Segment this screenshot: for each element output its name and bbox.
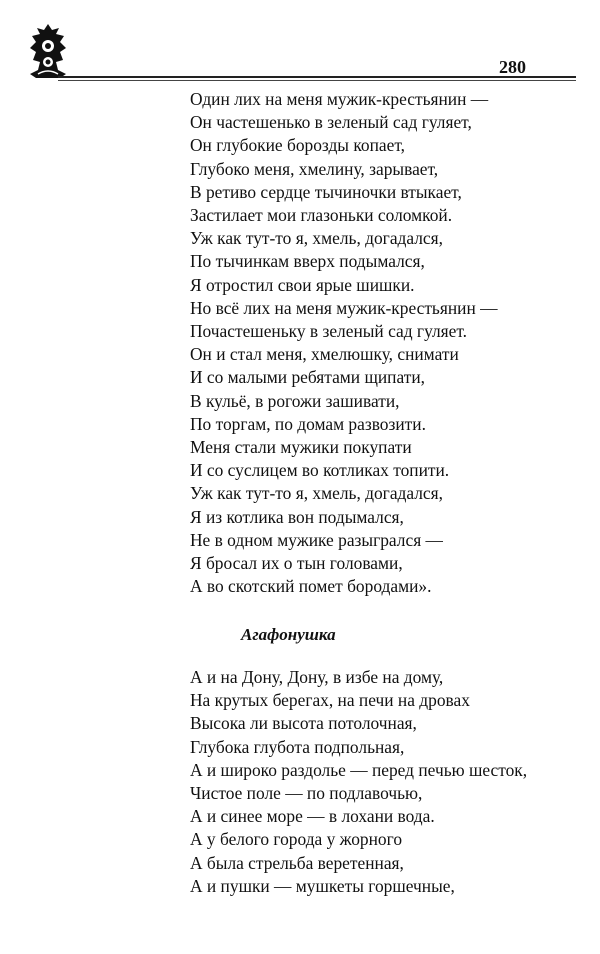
poem-line: А и синее море — в лохани вода. <box>190 806 435 827</box>
poem-stanza-2 <box>190 666 527 898</box>
poem-line: Я отростил свои ярые шишки. <box>190 274 415 295</box>
poem-line: А была стрельба веретенная, <box>190 852 404 873</box>
poem-line: Уж как тут-то я, хмель, догадался, <box>190 483 443 504</box>
poem-line: Он частешенько в зеленый сад гуляет, <box>190 112 472 133</box>
poem-line: А во скотский помет бородами». <box>190 576 432 597</box>
poem-line: А и пушки — мушкеты горшечные, <box>190 875 455 896</box>
poem-line: Меня стали мужики покупати <box>190 437 412 458</box>
poem-line: В ретиво сердце тычиночки втыкает, <box>190 181 462 202</box>
poem-line: Застилает мои глазоньки соломкой. <box>190 205 453 226</box>
poem-line: Уж как тут-то я, хмель, догадался, <box>190 228 443 249</box>
poem-line: Глубока глубота подпольная, <box>190 736 405 757</box>
poem-line: Глубоко меня, хмелину, зарывает, <box>190 158 439 179</box>
poem-line: Почастешеньку в зеленый сад гуляет. <box>190 321 468 342</box>
ornament-logo-icon <box>26 22 70 80</box>
poem-line: Высока ли высота потолочная, <box>190 713 417 734</box>
poem-line: А и широко раздолье — перед печью шесток, <box>190 759 528 780</box>
poem-line: На крутых берегах, на печи на дровах <box>190 690 470 711</box>
poem-line: По торгам, по домам развозити. <box>190 413 426 434</box>
poem-line: А у белого города у жорного <box>190 829 403 850</box>
poem-line: Он и стал меня, хмелюшку, снимати <box>190 344 459 365</box>
poem-line: И со суслицем во котликах топити. <box>190 460 450 481</box>
header-rule-thin <box>58 80 576 81</box>
poem-line: Один лих на меня мужик-крестьянин — <box>190 89 489 109</box>
poem-line: Я бросал их о тын головами, <box>190 553 403 574</box>
poem-line: Он глубокие борозды копает, <box>190 135 405 156</box>
page-number: 280 <box>496 58 529 76</box>
poem-line: Не в одном мужике разыгрался — <box>190 529 443 550</box>
poem-line: Чистое поле — по подлавочью, <box>190 783 423 804</box>
poem-line: А и на Дону, Дону, в избе на дому, <box>190 667 444 687</box>
poem-line: По тычинкам вверх подымался, <box>190 251 425 272</box>
poem-title: Агафонушка <box>241 625 336 644</box>
poem-stanza-1 <box>190 88 498 598</box>
poem-line: Я из котлика вон подымался, <box>190 506 404 527</box>
poem-line: И со малыми ребятами щипати, <box>190 367 425 388</box>
poem-line: В кульё, в рогожи зашивати, <box>190 390 400 411</box>
poem-line: Но всё лих на меня мужик-крестьянин — <box>190 297 498 318</box>
